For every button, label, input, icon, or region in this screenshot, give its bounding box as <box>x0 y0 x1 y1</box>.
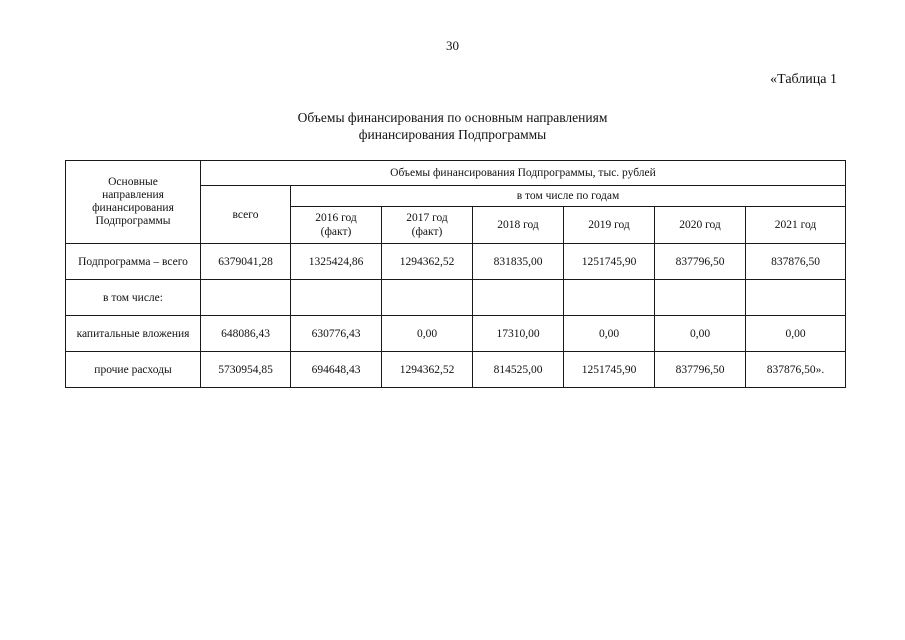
cell-2020: 837796,50 <box>655 352 746 388</box>
row-label: прочие расходы <box>66 352 201 388</box>
table-row <box>66 316 846 352</box>
cell-2019 <box>564 280 655 316</box>
cell-2021: 0,00 <box>746 316 846 352</box>
cell-total: 648086,43 <box>201 316 291 352</box>
cell-2019: 1251745,90 <box>564 352 655 388</box>
cell-total: 5730954,85 <box>201 352 291 388</box>
year-label: 2016 год <box>315 212 357 224</box>
header-directions-line: направления <box>102 189 164 201</box>
table-row <box>66 352 846 388</box>
table-caption-tag: «Таблица 1 <box>770 72 837 87</box>
cell-2017 <box>382 280 473 316</box>
row-label: Подпрограмма – всего <box>66 244 201 280</box>
header-year-2017 <box>382 207 473 244</box>
cell-2019: 1251745,90 <box>564 244 655 280</box>
page-number: 30 <box>446 38 459 53</box>
year-label: 2018 год <box>497 219 539 231</box>
title-line-2: финансирования Подпрограммы <box>358 127 547 142</box>
header-directions-line: финансирования <box>92 202 174 214</box>
year-label: 2020 год <box>679 219 721 231</box>
year-note: (факт) <box>320 226 352 238</box>
cell-2018: 814525,00 <box>473 352 564 388</box>
cell-2020: 837796,50 <box>655 244 746 280</box>
cell-2018: 17310,00 <box>473 316 564 352</box>
table-row <box>66 280 846 316</box>
cell-2019: 0,00 <box>564 316 655 352</box>
financing-table <box>65 160 846 388</box>
header-directions-line: Основные <box>108 176 158 188</box>
cell-2018 <box>473 280 564 316</box>
header-year-2018 <box>473 207 564 244</box>
table-row <box>66 244 846 280</box>
row-label: в том числе: <box>66 280 201 316</box>
cell-2021: 837876,50». <box>746 352 846 388</box>
cell-2021 <box>746 280 846 316</box>
cell-2017: 1294362,52 <box>382 244 473 280</box>
year-label: 2019 год <box>588 219 630 231</box>
cell-2020: 0,00 <box>655 316 746 352</box>
cell-2020 <box>655 280 746 316</box>
header-by-years: в том числе по годам <box>291 186 846 207</box>
year-note: (факт) <box>411 226 443 238</box>
header-directions-line: Подпрограммы <box>95 215 171 227</box>
cell-total: 6379041,28 <box>201 244 291 280</box>
cell-2018: 831835,00 <box>473 244 564 280</box>
cell-total <box>201 280 291 316</box>
cell-2017: 0,00 <box>382 316 473 352</box>
document-title <box>0 109 905 143</box>
cell-2016 <box>291 280 382 316</box>
header-year-2020 <box>655 207 746 244</box>
cell-2017: 1294362,52 <box>382 352 473 388</box>
header-total: всего <box>201 186 291 244</box>
cell-2016: 694648,43 <box>291 352 382 388</box>
header-year-2021 <box>746 207 846 244</box>
cell-2016: 630776,43 <box>291 316 382 352</box>
row-label: капитальные вложения <box>66 316 201 352</box>
title-line-1: Объемы финансирования по основным направлениям <box>297 110 608 125</box>
header-directions <box>66 161 201 244</box>
cell-2021: 837876,50 <box>746 244 846 280</box>
cell-2016: 1325424,86 <box>291 244 382 280</box>
header-year-2016 <box>291 207 382 244</box>
header-volume: Объемы финансирования Подпрограммы, тыс. рублей <box>201 161 846 186</box>
year-label: 2021 год <box>774 219 817 231</box>
year-label: 2017 год <box>406 212 448 224</box>
header-year-2019 <box>564 207 655 244</box>
